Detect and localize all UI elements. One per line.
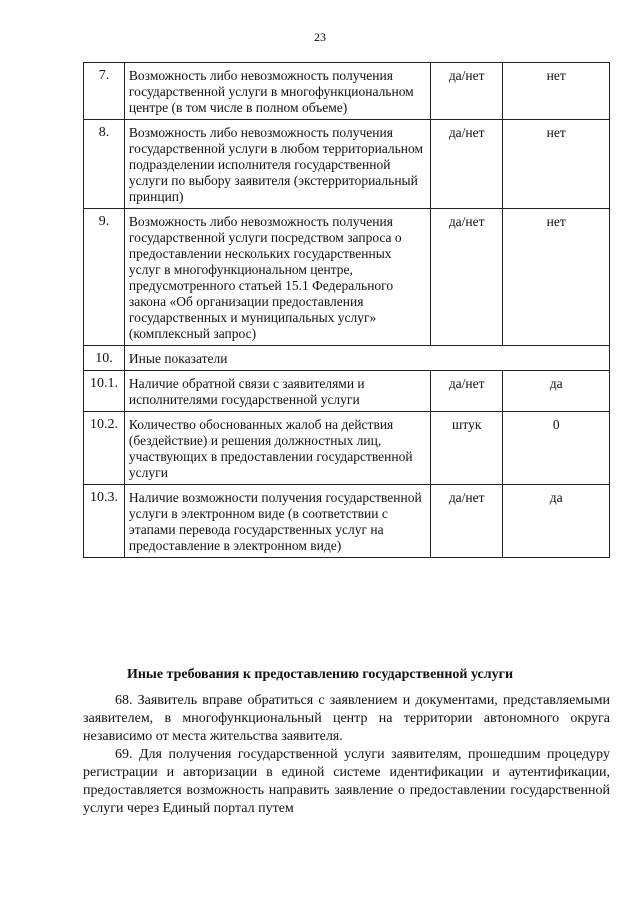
row-number: 10.3. [84, 485, 125, 558]
table-row [84, 120, 610, 209]
row-value: нет [503, 63, 610, 120]
row-description: Иные показатели [124, 346, 609, 371]
table-row [84, 63, 610, 120]
row-unit: да/нет [430, 485, 502, 558]
row-number: 7. [84, 63, 125, 120]
row-value: 0 [503, 412, 610, 485]
row-unit: да/нет [430, 209, 502, 346]
row-number: 10.2. [84, 412, 125, 485]
body-text [83, 692, 610, 818]
table-row [84, 346, 610, 371]
row-unit: да/нет [430, 120, 502, 209]
row-unit: штук [430, 412, 502, 485]
row-value: нет [503, 120, 610, 209]
page-number: 23 [314, 30, 326, 44]
row-description: Наличие возможности получения государственной услуги в электронном виде (в соответствии с этапами перевода государственных услуг на предоставление в электронном виде) [124, 485, 430, 558]
row-description: Возможность либо невозможность получения государственной услуги в многофункциональном центре (в том числе в полном объеме) [124, 63, 430, 120]
paragraph-68: 68. Заявитель вправе обратиться с заявлением и документами, представляемыми заявителем, в многофункциональный центр на территории автономного округа независимо от места жительства заявителя. [83, 693, 610, 744]
row-description: Количество обоснованных жалоб на действия (бездействие) и решения должностных лиц, участвующих в предоставлении государственной услуги [124, 412, 430, 485]
table-row [84, 485, 610, 558]
row-unit: да/нет [430, 63, 502, 120]
row-description: Наличие обратной связи с заявителями и исполнителями государственной услуги [124, 371, 430, 412]
row-description: Возможность либо невозможность получения государственной услуги в любом территориальном подразделении исполнителя государственной услуги по выбору заявителя (экстерриториальный принцип) [124, 120, 430, 209]
row-value: нет [503, 209, 610, 346]
row-value: да [503, 371, 610, 412]
row-description: Возможность либо невозможность получения государственной услуги посредством запроса о предоставлении нескольких государственных услуг в многофункциональном центре, предусмотренного статьей 15.1 Федерального закона «Об организации предоставления государственных и муниципальных услуг» (комплексный запрос) [124, 209, 430, 346]
section-heading: Иные требования к предоставлению государственной услуги [126, 667, 514, 682]
row-number: 9. [84, 209, 125, 346]
table-row [84, 209, 610, 346]
row-unit: да/нет [430, 371, 502, 412]
row-number: 10.1. [84, 371, 125, 412]
paragraph-69: 69. Для получения государственной услуги заявителям, прошедшим процедуру регистрации и авторизации в единой системе идентификации и аутентификации, предоставляется возможность направить заявление о предоставлении государственной услуги через Единый портал путем [83, 747, 610, 816]
table-row [84, 371, 610, 412]
row-number: 10. [84, 346, 125, 371]
indicators-table [83, 62, 610, 558]
row-number: 8. [84, 120, 125, 209]
row-value: да [503, 485, 610, 558]
table-row [84, 412, 610, 485]
